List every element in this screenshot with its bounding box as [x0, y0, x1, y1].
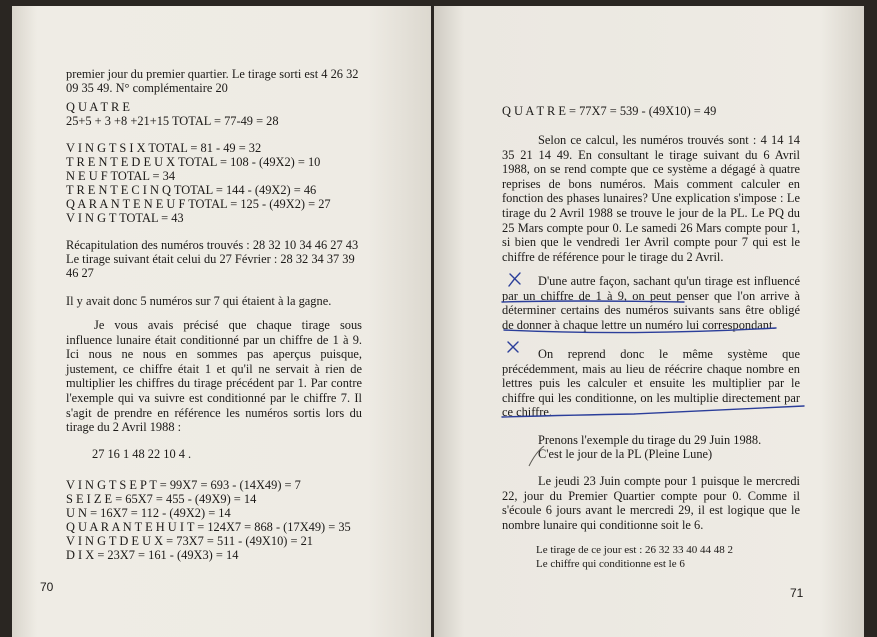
text-line: Il y avait donc 5 numéros sur 7 qui étaient à la gagne. [66, 294, 332, 308]
text-line: U N = 16X7 = 112 - (49X2) = 14 [66, 506, 231, 520]
page-number: 71 [790, 586, 804, 600]
text-line: C'est le jour de la PL (Pleine Lune) [538, 447, 713, 461]
pen-annotations [434, 6, 864, 637]
text-line: Q A R A N T E N E U F TOTAL = 125 - (49X2) = 27 [66, 197, 331, 211]
text-line: N E U F TOTAL = 34 [66, 169, 176, 183]
text-line: V I N G T S E P T = 99X7 = 693 - (14X49) = 7 [66, 478, 301, 492]
page-number: 70 [40, 580, 54, 594]
cross-mark-icon [509, 273, 520, 286]
text-line: Prenons l'exemple du tirage du 29 Juin 1988. [538, 433, 762, 447]
text-line: D I X = 23X7 = 161 - (49X3) = 14 [66, 548, 239, 562]
text-line: Q U A T R E [66, 100, 130, 114]
pencil-mark [529, 446, 544, 466]
underline [504, 328, 776, 333]
text-line: Le tirage suivant était celui du 27 Février : 28 32 34 37 39 [66, 252, 355, 266]
text-line: V I N G T S I X TOTAL = 81 - 49 = 32 [66, 141, 262, 155]
underline [502, 406, 804, 417]
text-line: Récapitulation des numéros trouvés : 28 32 10 34 46 27 43 [66, 238, 359, 252]
text-line: 09 35 49. N° complémentaire 20 [66, 81, 228, 95]
text-line: premier jour du premier quartier. Le tirage sorti est 4 26 32 [66, 67, 359, 81]
text-line: 25+5 + 3 +8 +21+15 TOTAL = 77-49 = 28 [66, 114, 279, 128]
text-line: Q U A R A N T E H U I T = 124X7 = 868 - (17X49) = 35 [66, 520, 351, 534]
right-page [434, 6, 864, 637]
note-line: Le chiffre qui conditionne est le 6 [536, 558, 685, 570]
note-line: Le tirage de ce jour est : 26 32 33 40 44 48 2 [536, 544, 734, 556]
paragraph: Le jeudi 23 Juin compte pour 1 puisque le mercredi 22, jour du Premier Quartier compte pour 0. Comme il s'écoule 6 jours avant le mercredi 29, il est logique que le nombre lunaire qui conditionne soit le 6. [502, 474, 800, 532]
paragraph: On reprend donc le même système que précédemment, mais au lieu de réécrire chaque nombre en lettres puis les calculer et ensuite les multiplier par le chiffre qui les conditionne, on les multiplie directement par ce chiffre. [502, 347, 800, 420]
text-line: 46 27 [66, 266, 94, 280]
text-line: 27 16 1 48 22 10 4 . [92, 447, 192, 461]
text-line: T R E N T E D E U X TOTAL = 108 - (49X2) = 10 [66, 155, 321, 169]
paragraph: Je vous avais précisé que chaque tirage sous influence lunaire était conditionné par un chiffre de 1 à 9. Ici nous ne nous en sommes pas aperçus puisque, justement, ce chiffre était 1 et qu'il ne servait à rien de multiplier les chiffres du tirage précédent par 1. Par contre l'exemple qui va suivre est conditionné par le chiffre 7. Il s'agit de prendre en référence les numéros sortis lors du tirage du 2 Avril 1988 : [66, 318, 362, 435]
paragraph: Selon ce calcul, les numéros trouvés sont : 4 14 14 35 21 14 49. En consultant le tirage suivant du 6 Avril 1988, on se rend compte que ce système a dégagé à quatre reprises de bons numéros. Mais comment calculer en fonction des phases lunaires? Une explication s'impose : Le tirage du 2 Avril 1988 se trouve le jour de la PL. Le PQ du 25 Mars compte pour 0. Le samedi 26 Mars compte pour 1, si bien que le vendredi 1er Avril compte pour 7 qui est le chiffre de référence pour le tirage du 2 Avril. [502, 133, 800, 264]
text-line: V I N G T D E U X = 73X7 = 511 - (49X10) = 21 [66, 534, 313, 548]
heading-line: Q U A T R E = 77X7 = 539 - (49X10) = 49 [502, 104, 717, 118]
text-line: S E I Z E = 65X7 = 455 - (49X9) = 14 [66, 492, 257, 506]
paragraph: D'une autre façon, sachant qu'un tirage est influencé par un chiffre de 1 à 9, on peut penser que l'on arrive à déterminer certains des numéros suivants sans être obligé de donner à chaque lettre un numéro lui correspondant. [502, 274, 800, 332]
cross-mark-icon [508, 342, 518, 352]
text-line: V I N G T TOTAL = 43 [66, 211, 184, 225]
underline [502, 301, 684, 302]
text-line: T R E N T E C I N Q TOTAL = 144 - (49X2) = 46 [66, 183, 317, 197]
left-page [12, 6, 431, 637]
